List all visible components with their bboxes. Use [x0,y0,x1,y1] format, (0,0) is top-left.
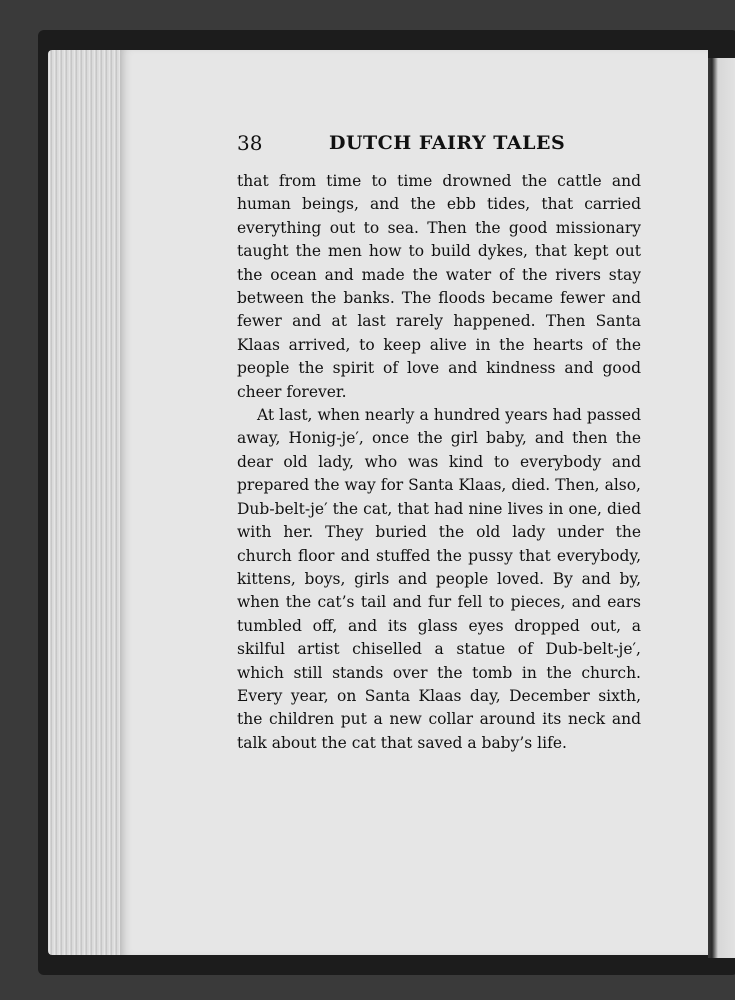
page-text [237,170,641,755]
page-header [237,130,641,156]
page-number: 38 [237,131,263,155]
paragraph-1: that from time to time drowned the cattle and human beings, and the ebb tides, that carried everything out to sea. Then the good missionary taught the men how to build dykes, that kept out the ocean and made the water of the rivers stay between the banks. The floods became fewer and fewer and at last rarely happened. Then Santa Klaas arrived, to keep alive in the hearts of the people the spirit of love and kindness and good cheer forever. [237,172,641,401]
running-title: DUTCH FAIRY TALES [329,132,566,154]
facing-page-edge [708,58,735,958]
paragraph-2: At last, when nearly a hundred years had passed away, Honig-je′, once the girl baby, and then the dear old lady, who was kind to everybody and prepared the way for Santa Klaas, died. Then, also, Dub-belt-je′ the cat, that had nine lives in one, died with her. They buried the old lady under the church floor and stuffed the pussy that everybody, kittens, boys, girls and people loved. By and by, when the cat’s tail and fur fell to pieces, and ears tumbled off, and its glass eyes dropped out, a skilful artist chiselled a statue of Dub-belt-je′, which still stands over the tomb in the church. Every year, on Santa Klaas day, December sixth, the children put a new collar around its neck and talk about the cat that saved a baby’s life. [237,406,641,752]
